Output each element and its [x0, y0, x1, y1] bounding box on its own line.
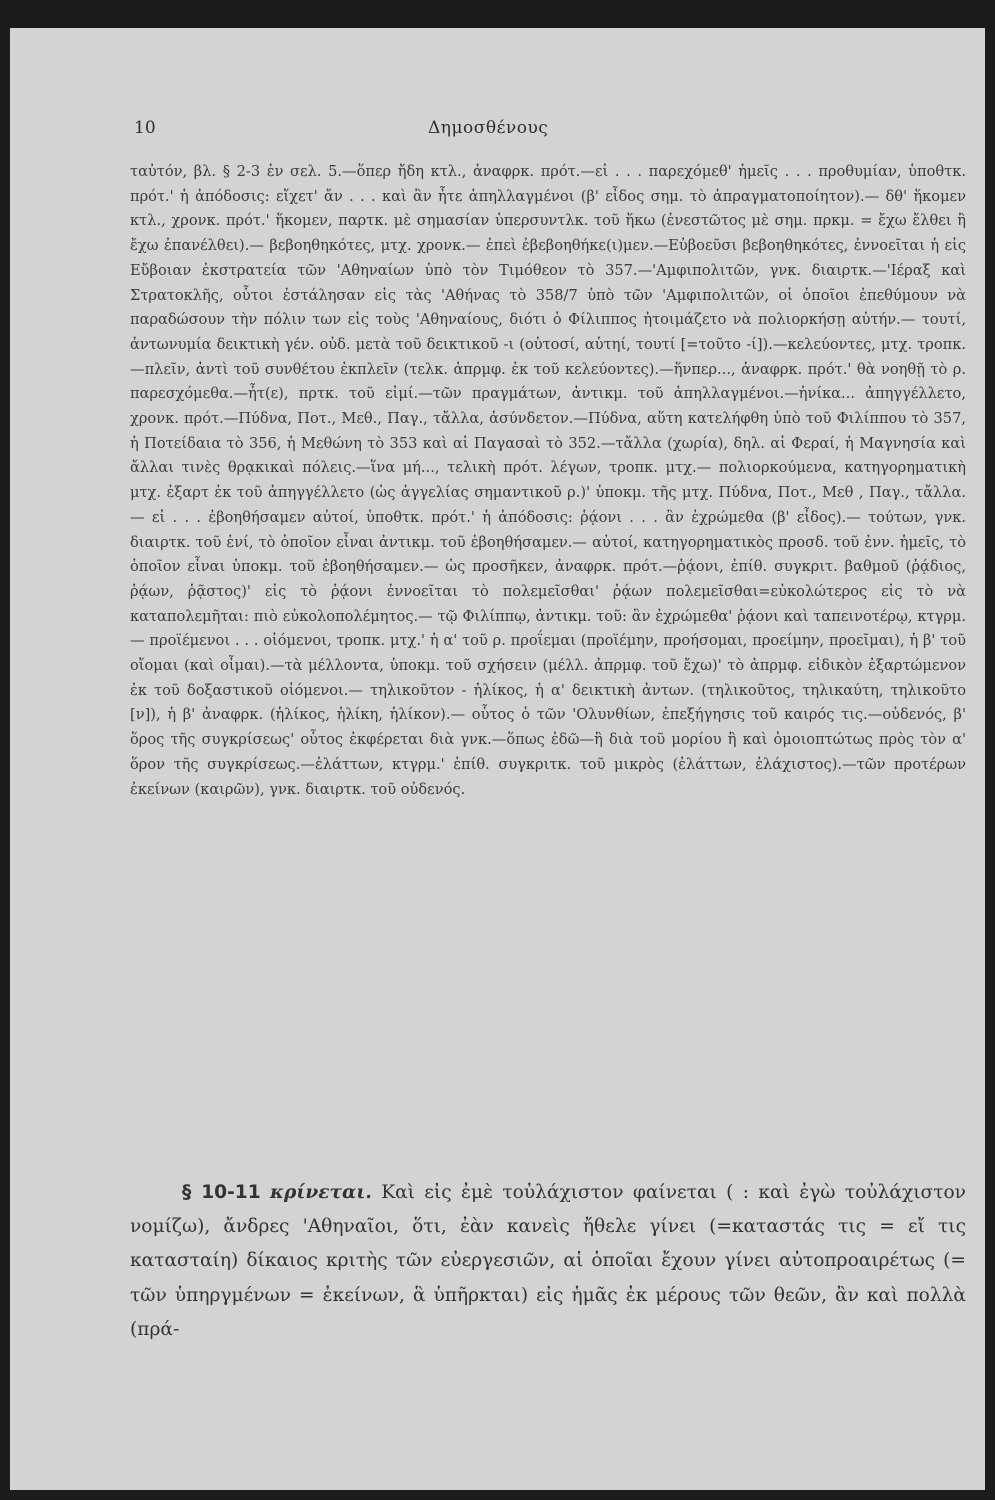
section-number: § 10-11 — [182, 1182, 261, 1203]
page-number: 10 — [134, 118, 156, 138]
commentary-paragraph: ταὐτόν, βλ. § 2-3 ἐν σελ. 5.—ὅπερ ἤδη κτλ., ἀναφρκ. πρότ.—εἰ . . . παρεχόμεθ' ἡμεῖς . . . προθυμίαν, ὑποθτκ. πρότ.' ἡ ἀπόδοσις: εἴχετ' ἄν . . . καὶ ἂν ἦτε ἀπηλλαγμένοι (β' εἶδος σημ. τὸ ἀπραγματοποίητον).— δθ' ἥκομεν κτλ., χρονκ. πρότ.' ἥκομεν, παρτκ. μὲ σημασίαν ὑπερσυντλκ. τοῦ ἥκω (ἐνεστῶτος μὲ σημ. πρκμ. = ἔχω ἔλθει ἢ ἔχω ἐπανέλθει).— βεβοηθηκότες, μτχ. χρονκ.— ἐπεὶ ἐβεβοηθήκε(ι)μεν.—Εὐβοεῦσι βεβοηθηκότες, ἐννοεῖται ἡ εἰς Εὔβοιαν ἐκστρατεία τῶν 'Αθηναίων ὑπὸ τὸν Τιμόθεον τὸ 357.—'Αμφιπολιτῶν, γνκ. διαιρτκ.—'Ιέραξ καὶ Στρατοκλῆς, οὗτοι ἐστάλησαν εἰς τὰς 'Αθήνας τὸ 358/7 ὑπὸ τῶν 'Αμφιπολιτῶν, οἱ ὁποῖοι ἐπεθύμουν νὰ παραδώσουν τὴν πόλιν των εἰς τοὺς 'Αθηναίους, διότι ὁ Φίλιππος ἡτοιμάζετο νὰ πολιορκήσῃ αὐτήν.— τουτί, ἀντωνυμία δεικτικὴ γέν. οὐδ. μετὰ τοῦ δεικτικοῦ -ι (οὑτοσί, αὑτηί, τουτί [=τοῦτο -ί]).—κελεύοντες, μτχ. τροπκ.—πλεῖν, ἀντὶ τοῦ συνθέτου ἐκπλεῖν (τελκ. ἀπρμφ. ἐκ τοῦ κελεύοντες).—ἥνπερ..., ἀναφρκ. πρότ.' θὰ νοηθῇ τὸ ρ. παρεσχόμεθα.—ἦτ(ε), πρτκ. τοῦ εἰμί.—τῶν πραγμάτων, ἀντικμ. τοῦ ἀπηλλαγμένοι.—ἡνίκα... ἀπηγγέλλετο, χρονκ. πρότ.—Πύδνα, Ποτ., Μεθ., Παγ., τἄλλα, ἀσύνδετον.—Πύδνα, αὕτη κατελήφθη ὑπὸ τοῦ Φιλίππου τὸ 357, ἡ Ποτείδαια τὸ 356, ἡ Μεθώνη τὸ 353 καὶ αἱ Παγασαὶ τὸ 352.—τἄλλα (χωρία), δηλ. αἱ Φεραί, ἡ Μαγνησία καὶ ἄλλαι τινὲς θρᾳκικαὶ πόλεις.—ἵνα μή..., τελικὴ πρότ. λέγων, τροπκ. μτχ.— πολιορκούμενα, κατηγορηματικὴ μτχ. ἐξαρτ ἐκ τοῦ ἀπηγγέλλετο (ὡς ἀγγελίας σημαντικοῦ ρ.)' ὑποκμ. τῆς μτχ. Πύδνα, Ποτ., Μεθ , Παγ., τἄλλα.— εἰ . . . ἐβοηθήσαμεν αὐτοί, ὑποθτκ. πρότ.' ἡ ἀπόδοσις: ῥᾴονι . . . ἂν ἐχρώμεθα (β' εἶδος).— τούτων, γνκ. διαιρτκ. τοῦ ἑνί, τὸ ὁποῖον εἶναι ἀντικμ. τοῦ ἐβοηθήσαμεν.— αὐτοί, κατηγορηματικὸς προσδ. τοῦ ἐνν. ἡμεῖς, τὸ ὁποῖον εἶναι ὑποκμ. τοῦ ἐβοηθήσαμεν.— ὡς προσῆκεν, ἀναφρκ. πρότ.—ῥᾴονι, ἐπίθ. συγκριτ. βαθμοῦ (ῥᾴδιος, ῥᾴων, ῥᾷστος)' εἰς τὸ ῥᾴονι ἐννοεῖται τὸ πολεμεῖσθαι' ῥᾴων πολεμεῖσθαι=εὐκολώτερος εἰς τὸ νὰ καταπολεμῆται: πιὸ εὐκολοπολέμητος.— τῷ Φιλίππῳ, ἀντικμ. τοῦ: ἂν ἐχρώμεθα' ῥᾴονι καὶ ταπεινοτέρῳ, κτγρμ.— προϊέμενοι . . . οἰόμενοι, τροπκ. μτχ.' ἡ α' τοῦ ρ. προΐεμαι (προϊέμην, προήσομαι, προείμην, προεῖμαι), ἡ β' τοῦ οἴομαι (καὶ οἶμαι).—τὰ μέλλοντα, ὑποκμ. τοῦ σχήσειν (μέλλ. ἀπρμφ. τοῦ ἔχω)' τὸ ἀπρμφ. εἰδικὸν ἐξαρτώμενον ἐκ τοῦ δοξαστικοῦ οἰόμενοι.— τηλικοῦτον - ἡλίκος, ἡ α' δεικτικὴ ἀντων. (τηλικοῦτος, τηλικαύτη, τηλικοῦτο [ν]), ἡ β' ἀναφρκ. (ἡλίκος, ἡλίκη, ἡλίκον).— οὗτος ὁ τῶν 'Ολυνθίων, ἐπεξήγησις τοῦ καιρός τις.—οὐδενός, β' ὅρος τῆς συγκρίσεως' οὗτος ἐκφέρεται διὰ γνκ.—ὅπως ἐδῶ—ἢ διὰ τοῦ μορίου ἢ καὶ ὁμοιοπτώτως πρὸς τὸν α' ὅρον τῆς συγκρίσεως.—ἐλάττων, κτγρμ.' ἐπίθ. συγκριτκ. τοῦ μικρὸς (ἐλάττων, ἐλάχιστος).—τῶν προτέρων ἐκείνων (καιρῶν), γνκ. διαιρτκ. τοῦ οὐδενός. — [130, 163, 966, 798]
translation-text: Καὶ εἰς ἐμὲ τοὐλάχιστον φαίνεται ( : καὶ ἐγὼ τοὐλάχιστον νομίζω), ἄνδρες 'Αθηναῖοι, ὅτι, ἐὰν κανεὶς ἤθελε γίνει (=καταστάς τις = εἴ τις κατασταίη) δίκαιος κριτὴς τῶν εὐεργεσιῶν, αἱ ὁποῖαι ἔχουν γίνει αὐτοπροαιρέτως (= τῶν ὑπηργμένων = ἐκείνων, ἃ ὑπῆρκται) εἰς ἡμᾶς ἐκ μέρους τῶν θεῶν, ἂν καὶ πολλὰ (πρά- — [130, 1182, 966, 1340]
translation-paragraph — [130, 1176, 966, 1347]
section-lemma: κρίνεται. — [270, 1182, 372, 1203]
book-page — [10, 28, 985, 1490]
translation-section — [130, 1176, 966, 1347]
running-title: Δημοσθένους — [428, 118, 549, 138]
commentary-notes — [130, 160, 966, 802]
page-header — [10, 118, 985, 146]
